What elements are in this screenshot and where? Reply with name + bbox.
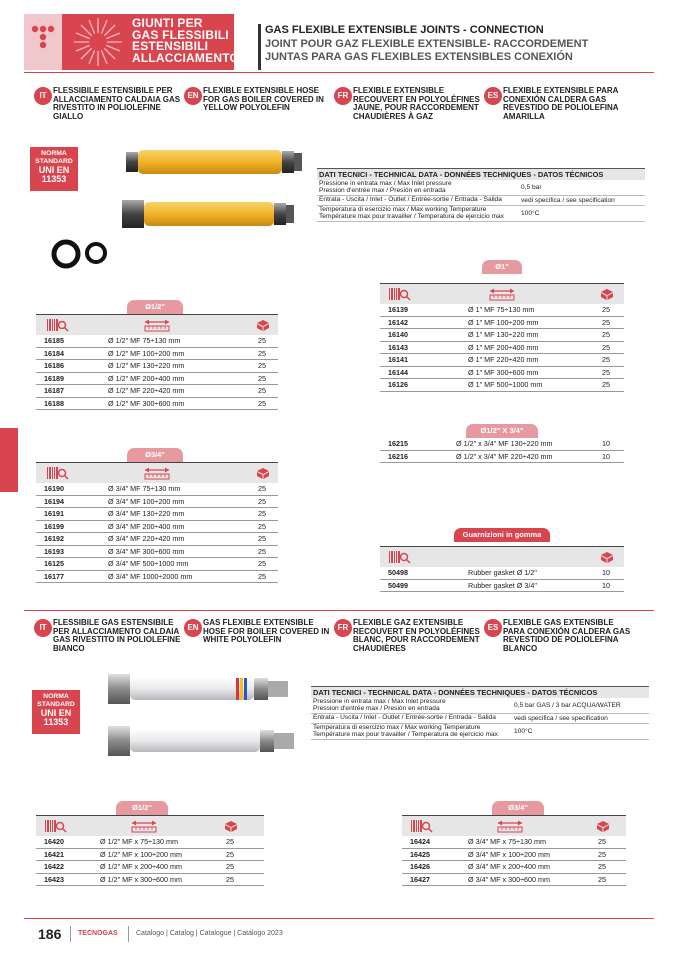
product-code: 16425 [410, 849, 430, 859]
product-code: 16192 [44, 534, 64, 543]
table-row [36, 496, 278, 509]
product-code: 16422 [44, 862, 64, 871]
lang-text: GAS FLEXIBLE EXTENSIBLE HOSE FOR BOILER COVERED IN WHITE POLYOLEFIN [203, 618, 330, 645]
product-description: Ø 1" MF 220÷420 mm [468, 355, 539, 364]
tech-row: Entrata - Uscita / Inlet - Outlet / Entrée-sortie / Entrada - Salida vedi specifica / see specification [317, 196, 645, 206]
table-header [402, 815, 626, 836]
table-row [380, 580, 624, 593]
table-header [380, 283, 624, 304]
lang-badge: EN [184, 619, 202, 637]
package-quantity: 10 [602, 451, 610, 461]
package-quantity: 25 [602, 367, 610, 377]
product-code: 16424 [410, 837, 430, 846]
product-table-threequarter-white [402, 815, 626, 886]
page-number: 186 [38, 926, 62, 942]
table-row [380, 451, 624, 464]
product-code: 16141 [388, 355, 408, 364]
product-description: Ø 1/2" MF x 100÷200 mm [100, 849, 182, 859]
package-quantity: 25 [602, 330, 610, 339]
product-code: 16193 [44, 546, 64, 556]
table-row [402, 861, 626, 874]
table-header [36, 815, 264, 836]
brand-logo-icon [30, 24, 56, 54]
technical-data-title: DATI TECNICI - TECHNICAL DATA - DONNÉES TECHNIQUES - DATOS TÉCNICOS [317, 168, 645, 180]
package-quantity: 25 [258, 509, 266, 518]
product-code: 16420 [44, 837, 64, 846]
package-box-icon [598, 287, 616, 301]
product-description: Rubber gasket Ø 3/4" [468, 580, 537, 590]
package-quantity: 25 [602, 380, 610, 389]
package-quantity: 25 [258, 361, 266, 370]
product-code: 16423 [44, 874, 64, 884]
table-body [36, 836, 264, 886]
package-quantity: 25 [602, 342, 610, 352]
product-description: Ø 3/4" MF 300÷600 mm [108, 546, 185, 556]
lang-badge: ES [484, 619, 502, 637]
table-header [380, 546, 624, 567]
table-row [402, 836, 626, 849]
table-row [36, 874, 264, 887]
header-title-line-1: GAS FLEXIBLE EXTENSIBLE JOINTS - CONNECTION [265, 24, 544, 36]
size-label: Ø1/2" [116, 801, 168, 815]
product-description: Ø 1/2" MF 100÷200 mm [108, 348, 185, 358]
technical-data-title: DATI TECNICI - TECHNICAL DATA - DONNÉES TECHNIQUES - DATOS TÉCNICOS [311, 686, 649, 698]
package-quantity: 25 [258, 571, 266, 581]
table-row [36, 836, 264, 849]
product-code: 16126 [388, 380, 408, 389]
table-row [36, 348, 278, 361]
lang-text: FLEXIBLE EXTENSIBLE RECOUVERT EN POLYOLÉFINES JAUNE, POUR RACCORDEMENT CHAUDIÈRES À GAZ [353, 86, 480, 121]
barcode-search-icon [410, 819, 434, 833]
product-code: 16188 [44, 398, 64, 408]
product-description: Ø 3/4" MF 1000÷2000 mm [108, 571, 193, 581]
package-box-icon [598, 550, 616, 564]
package-quantity: 25 [602, 355, 610, 364]
side-tab-marker [0, 428, 18, 492]
lang-badge: IT [34, 619, 52, 637]
table-row [402, 874, 626, 887]
table-body [402, 836, 626, 886]
product-code: 16191 [44, 509, 64, 518]
product-table-gaskets [380, 546, 624, 592]
package-quantity: 25 [258, 398, 266, 408]
tech-row: Pressione in entrata max / Max Inlet pressure Pression d'entrée max / Presión en entrada 0,5 bar [317, 180, 645, 196]
product-table-half-white [36, 815, 264, 886]
table-row [36, 861, 264, 874]
length-measure-icon [496, 819, 524, 833]
table-row [36, 483, 278, 496]
section-title: GIUNTI PER GAS FLESSIBILI ESTENSIBILI ALLACCIAMENTO [132, 16, 240, 65]
tech-row: Temperatura di esercizio max / Max working Temperature Température max pour travailler / Temperatura de ejercicio max 100°C [317, 206, 645, 222]
product-code: 16199 [44, 521, 64, 531]
product-description: Ø 3/4" MF 220÷420 mm [108, 534, 185, 543]
package-quantity: 10 [602, 439, 610, 448]
table-row [36, 521, 278, 534]
package-quantity: 25 [258, 496, 266, 506]
product-code: 16143 [388, 342, 408, 352]
product-code: 16140 [388, 330, 408, 339]
product-description: Ø 1" MF 130÷220 mm [468, 330, 539, 339]
product-description: Ø 1/2" MF x 75÷130 mm [100, 837, 178, 846]
product-code: 16187 [44, 386, 64, 395]
package-quantity: 25 [258, 546, 266, 556]
package-box-icon [594, 819, 612, 833]
package-quantity: 25 [258, 484, 266, 493]
norma-standard-badge: NORMA STANDARD UNI EN 11353 [32, 690, 80, 734]
rubber-gasket-image [50, 238, 110, 270]
product-code: 16194 [44, 496, 64, 506]
package-quantity: 25 [598, 849, 606, 859]
product-code: 16189 [44, 373, 64, 383]
product-description: Ø 3/4" MF 75÷130 mm [108, 484, 181, 493]
table-row [380, 367, 624, 380]
product-description: Ø 3/4" MF x 300÷600 mm [468, 874, 550, 884]
product-code: 16427 [410, 874, 430, 884]
package-quantity: 10 [602, 580, 610, 590]
package-quantity: 25 [258, 534, 266, 543]
lang-badge: FR [334, 619, 352, 637]
product-description: Ø 1/2" MF 130÷220 mm [108, 361, 185, 370]
lang-text: FLESSIBILE GAS ESTENSIBILE PER ALLACCIAMENTO CALDAIA GAS RIVESTITO IN POLIOLEFINE BIANCO [53, 618, 181, 653]
package-quantity: 25 [598, 862, 606, 871]
product-description: Ø 1/2" MF 75÷130 mm [108, 336, 181, 345]
product-description: Ø 3/4" MF x 75÷130 mm [468, 837, 546, 846]
package-quantity: 25 [258, 373, 266, 383]
product-code: 16142 [388, 317, 408, 327]
table-header [36, 314, 278, 335]
product-code: 16139 [388, 305, 408, 314]
table-row [380, 317, 624, 330]
header-divider [258, 24, 261, 70]
lang-text: FLEXIBLE GAS EXTENSIBLE PARA CONEXIÓN CALDERA GAS REVESTIDO DE POLIOLEFINA BLANCO [503, 618, 631, 653]
product-description: Ø 1" MF 300÷600 mm [468, 367, 539, 377]
barcode-search-icon [44, 819, 68, 833]
technical-data-table [317, 168, 645, 222]
table-header [36, 462, 278, 483]
package-quantity: 25 [258, 521, 266, 531]
table-row [36, 360, 278, 373]
lang-badge: IT [34, 87, 52, 105]
barcode-search-icon [46, 318, 70, 332]
product-description: Ø 1/2" MF x 300÷600 mm [100, 874, 182, 884]
length-measure-icon [143, 318, 171, 332]
table-body [380, 304, 624, 392]
product-description: Ø 3/4" MF x 100÷200 mm [468, 849, 550, 859]
product-code: 50498 [388, 568, 408, 577]
table-row [380, 329, 624, 342]
product-description: Ø 1/2" MF 220÷420 mm [108, 386, 185, 395]
product-description: Ø 1" MF 200÷400 mm [468, 342, 539, 352]
package-quantity: 25 [598, 837, 606, 846]
package-quantity: 25 [602, 317, 610, 327]
lang-text: FLEXIBLE EXTENSIBLE HOSE FOR GAS BOILER COVERED IN YELLOW POLYOLEFIN [203, 86, 324, 113]
package-quantity: 25 [258, 348, 266, 358]
product-description: Ø 3/4" MF 130÷220 mm [108, 509, 185, 518]
header-title-line-3: JUNTAS PARA GAS FLEXIBLES EXTENSIBLES CONEXIÓN [265, 51, 573, 63]
length-measure-icon [143, 466, 171, 480]
product-code: 16190 [44, 484, 64, 493]
size-label: Guarnizioni in gomma [454, 528, 550, 542]
product-code: 16184 [44, 348, 64, 358]
product-description: Ø 1/2" x 3/4" MF 130÷220 mm [456, 439, 553, 448]
product-description: Ø 1/2" MF 200÷400 mm [108, 373, 185, 383]
table-row [36, 571, 278, 584]
table-body [36, 335, 278, 410]
table-row [36, 373, 278, 386]
product-description: Ø 3/4" MF 200÷400 mm [108, 521, 185, 531]
footer-divider [128, 926, 129, 942]
product-table-one [380, 283, 624, 392]
table-row [380, 438, 624, 451]
footer-separator [24, 918, 654, 919]
product-code: 16144 [388, 367, 408, 377]
size-label: Ø3/4" [492, 801, 544, 815]
product-code: 16125 [44, 559, 64, 568]
lang-badge: ES [484, 87, 502, 105]
product-code: 16426 [410, 862, 430, 871]
tech-row: Pressione in entrata max / Max Inlet pressure Pression d'entrée max / Presión en entrada 0,5 bar GAS / 3 bar ACQUA/WATER [311, 698, 649, 714]
package-quantity: 25 [226, 862, 234, 871]
product-description: Ø 1" MF 100÷200 mm [468, 317, 539, 327]
table-row [36, 546, 278, 559]
table-row [36, 508, 278, 521]
product-description: Ø 3/4" MF 100÷200 mm [108, 496, 185, 506]
table-row [380, 379, 624, 392]
barcode-search-icon [388, 287, 412, 301]
table-row [402, 849, 626, 862]
yellow-hose-image [118, 140, 308, 270]
package-quantity: 25 [226, 837, 234, 846]
product-table-half [36, 314, 278, 410]
product-description: Ø 1" MF 75÷130 mm [468, 305, 535, 314]
package-quantity: 25 [258, 559, 266, 568]
section-title-box [62, 14, 240, 70]
size-label: Ø1/2" [127, 300, 183, 314]
package-quantity: 10 [602, 568, 610, 577]
product-table-threequarter [36, 462, 278, 583]
sun-decoration-icon [70, 14, 126, 70]
table-body [380, 567, 624, 592]
section-separator [24, 610, 654, 611]
size-label: Ø1" [482, 260, 522, 274]
package-quantity: 25 [602, 305, 610, 314]
table-row [36, 849, 264, 862]
table-row [380, 567, 624, 580]
table-row [36, 335, 278, 348]
table-row [36, 385, 278, 398]
lang-badge: EN [184, 87, 202, 105]
product-table-mixed [380, 438, 624, 463]
product-description: Rubber gasket Ø 1/2" [468, 568, 537, 577]
barcode-search-icon [388, 550, 412, 564]
product-description: Ø 1/2" x 3/4" MF 220÷420 mm [456, 451, 553, 461]
norma-standard-badge: NORMA STANDARD UNI EN 11353 [30, 147, 78, 191]
size-label: Ø3/4" [127, 448, 183, 462]
product-description: Ø 1/2" MF x 200÷400 mm [100, 862, 182, 871]
product-code: 16215 [388, 439, 408, 448]
lang-text: FLEXIBLE EXTENSIBLE PARA CONEXIÓN CALDERA GAS REVESTIDO DE POLIOLEFINA AMARILLA [503, 86, 619, 121]
footer-divider [70, 926, 71, 942]
package-quantity: 25 [226, 849, 234, 859]
product-description: Ø 3/4" MF 500÷1000 mm [108, 559, 189, 568]
table-row [36, 398, 278, 411]
product-code: 16421 [44, 849, 64, 859]
tech-row: Entrata - Uscita / Inlet - Outlet / Entrée-sortie / Entrada - Salida vedi specifica / see specification [311, 714, 649, 724]
lang-badge: FR [334, 87, 352, 105]
product-description: Ø 1" MF 500÷1000 mm [468, 380, 543, 389]
table-row [36, 558, 278, 571]
product-description: Ø 3/4" MF x 200÷400 mm [468, 862, 550, 871]
package-quantity: 25 [598, 874, 606, 884]
product-description: Ø 1/2" MF 300÷600 mm [108, 398, 185, 408]
package-quantity: 25 [258, 336, 266, 345]
lang-text: FLEXIBLE GAZ EXTENSIBLE RECOUVERT EN POLYOLÉFINES BLANC, POUR RACCORDEMENT CHAUDIÈRES [353, 618, 480, 653]
tech-row: Temperatura di esercizio max / Max working Temperature Température max pour travailler / Temperatura de ejercicio max 100°C [311, 724, 649, 740]
table-row [380, 304, 624, 317]
white-hose-image [104, 670, 300, 765]
technical-data-table [311, 686, 649, 740]
product-code: 16186 [44, 361, 64, 370]
package-box-icon [254, 318, 272, 332]
product-code: 16185 [44, 336, 64, 345]
product-code: 50499 [388, 580, 408, 590]
length-measure-icon [130, 819, 158, 833]
product-code: 16177 [44, 571, 64, 581]
header-separator [24, 72, 654, 73]
table-body [380, 438, 624, 463]
footer-brand: TECNOGAS [78, 930, 118, 937]
package-quantity: 25 [258, 386, 266, 395]
table-body [36, 483, 278, 583]
table-row [380, 342, 624, 355]
lang-text: FLESSIBILE ESTENSIBILE PER ALLACCIAMENTO CALDAIA GAS RIVESTITO IN POLIOLEFINE GIALLO [53, 86, 181, 121]
size-label: Ø1/2" X 3/4" [466, 424, 538, 438]
footer-catalog: Catalogo | Catalog | Catalogue | Catálogo 2023 [136, 930, 283, 937]
barcode-search-icon [46, 466, 70, 480]
package-quantity: 25 [226, 874, 234, 884]
table-row [380, 354, 624, 367]
header-title-line-2: JOINT POUR GAZ FLEXIBLE EXTENSIBLE- RACCORDEMENT [265, 38, 589, 50]
product-code: 16216 [388, 451, 408, 461]
table-row [36, 533, 278, 546]
length-measure-icon [488, 287, 516, 301]
package-box-icon [254, 466, 272, 480]
package-box-icon [222, 819, 240, 833]
